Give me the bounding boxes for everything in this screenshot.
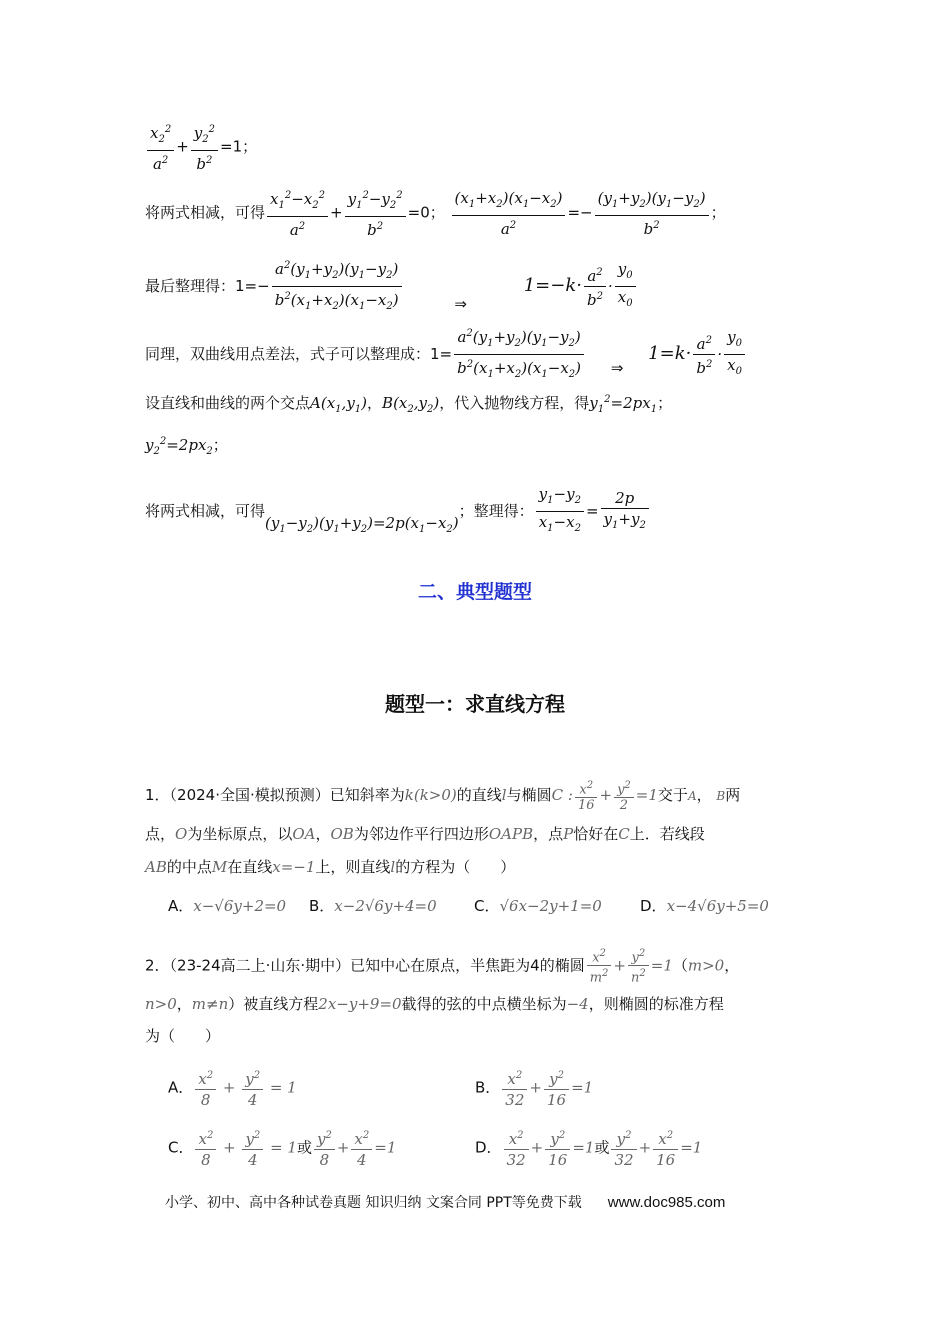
q1-line1: 1．（2024·全国·模拟预测）已知斜率为k(k>0)的直线l与椭圆C : $\frac{x^2}{16}$ + $\frac{y^2}{2}$ =1交于A， B两	[145, 780, 741, 814]
question-type-heading: 题型一：求直线方程	[385, 692, 565, 716]
parabola-intro-line: 设直线和曲线的两个交点$A(x_1,y_1)$，$B(x_2,y_2)$，代入抛物线方程，得$y_1^2=2px_1$；	[145, 394, 673, 415]
ellipse-subtraction-line: 将两式相减，可得 $\frac{x_1^2-x_2^2}{a^2}$ + $\frac{y_1^2-y_2^2}{b^2}$ =0； $\frac{(x_1+x_2)(x_1-x_2)}{a^2}$ =− $\frac{(y_1+y_2)(y_1-y_2)}{b^2}$ ；	[145, 186, 726, 240]
q1-option-c[interactable]: C．√6x−2y+1=0	[474, 897, 602, 915]
q1-option-d[interactable]: D．x−4√6y+5=0	[640, 897, 769, 915]
q2-line1: 2．（23-24高二上·山东·期中）已知中心在原点，半焦距为4的椭圆 $\frac{x^2}{m^2}$ + $\frac{y^2}{n^2}$ =1（m>0，	[145, 948, 740, 986]
q1-option-a[interactable]: A．x−√6y+2=0	[168, 897, 287, 915]
q2-option-d[interactable]: D． $\frac{x^2}{32}$ + $\frac{y^2}{16}$ =1或 $\frac{y^2}{32}$ + $\frac{x^2}{16}$ =1	[475, 1126, 702, 1170]
section-heading: 二、典型题型	[417, 581, 532, 603]
parabola-eq2-line: $y_2^2=2px_2$；	[145, 436, 228, 457]
parabola-subtraction-line: 将两式相减，可得$(y_1-y_2)(y_1+y_2)=2p(x_1-x_2)$；整理得： $\frac{y_1-y_2}{x_1-x_2}$ = $\frac{2p}{y_1+y_2}$	[145, 484, 651, 539]
hyperbola-line: 同理，双曲线用点差法，式子可以整理成：1= $\frac{a^2(y_1+y_2)(y_1-y_2)}{b^2(x_1+x_2)(x_1-x_2)}$ ⇒ 1=k· $\frac{a^2}{b^2}$ · $\frac{y_0}{x_0}$	[145, 324, 747, 385]
q2-option-b[interactable]: B． $\frac{x^2}{32}$ + $\frac{y^2}{16}$ =1	[475, 1066, 593, 1110]
q1-line3: AB的中点M在直线x=−1上，则直线l的方程为（ ）	[145, 858, 516, 876]
q1-line2: 点，O为坐标原点，以OA，OB为邻边作平行四边形OAPB，点P恰好在C上．若线段	[145, 825, 705, 843]
footer	[165, 1192, 725, 1212]
footer-url[interactable]: www.doc985.com	[607, 1194, 726, 1211]
footer-text: 小学、初中、高中各种试卷真题 知识归纳 文案合同 PPT等免费下载	[165, 1195, 582, 1211]
q2-option-a[interactable]: A． $\frac{x^2}{8}$ + $\frac{y^2}{4}$ = 1	[168, 1066, 297, 1110]
q2-line3: 为（ ）	[145, 1027, 221, 1045]
q2-line2: n>0，m≠n）被直线方程2x−y+9=0截得的弦的中点横坐标为−4，则椭圆的标准方程	[145, 995, 724, 1013]
q2-option-c[interactable]: C． $\frac{x^2}{8}$ + $\frac{y^2}{4}$ = 1或 $\frac{y^2}{8}$ + $\frac{x^2}{4}$ =1	[168, 1126, 396, 1170]
q1-option-b[interactable]: B．x−2√6y+4=0	[309, 897, 437, 915]
ellipse-point2-equation: $\frac{x_2^2}{a^2}$ + $\frac{y_2^2}{b^2}$ =1；	[145, 120, 257, 174]
ellipse-final-line: 最后整理得：1=− $\frac{a^2(y_1+y_2)(y_1-y_2)}{b^2(x_1+x_2)(x_1-x_2)}$ ⇒ 1=−k· $\frac{a^2}{b^2}$ · $\frac{y_0}{x_0}$	[145, 256, 638, 317]
